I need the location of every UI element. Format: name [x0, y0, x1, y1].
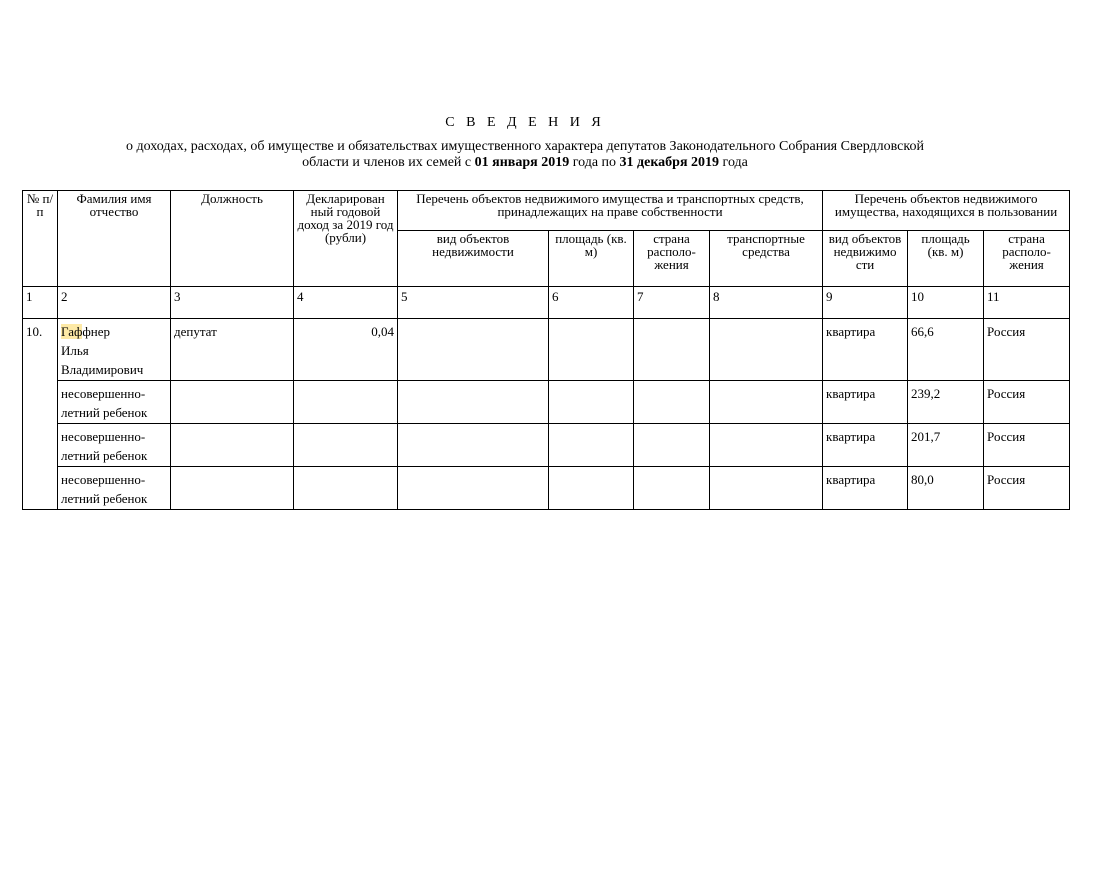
- use-country-cell: Россия: [984, 381, 1070, 424]
- use-country-cell: Россия: [984, 319, 1070, 381]
- name-line-1: несовершенно-: [61, 429, 146, 444]
- column-index-row: [23, 287, 1070, 319]
- subtitle-text-mid: года по: [569, 155, 620, 170]
- index-cell: 5: [398, 287, 549, 319]
- owned-country-cell: [634, 467, 710, 510]
- person-name: [58, 467, 171, 510]
- use-area-cell: 239,2: [908, 381, 984, 424]
- position-cell: [171, 381, 294, 424]
- table-row: [23, 424, 1070, 467]
- owned-type-cell: [398, 381, 549, 424]
- owned-transport-cell: [710, 381, 823, 424]
- col-header-use-group: Перечень объектов недвижимого имущества, находящихся в пользовании: [823, 191, 1070, 231]
- col-header-num: № п/п: [23, 191, 58, 287]
- subtitle-line-2: [40, 155, 1010, 171]
- use-type-cell: квартира: [823, 381, 908, 424]
- income-cell: [294, 467, 398, 510]
- owned-country-cell: [634, 424, 710, 467]
- owned-country-cell: [634, 381, 710, 424]
- name-line-1: несовершенно-: [61, 472, 146, 487]
- name-line-3: Владимирович: [61, 362, 144, 377]
- owned-area-cell: [549, 424, 634, 467]
- table-row: [23, 319, 1070, 381]
- use-area-cell: 80,0: [908, 467, 984, 510]
- document-subtitle: [40, 139, 1010, 171]
- index-cell: 9: [823, 287, 908, 319]
- name-line-1: несовершенно-: [61, 386, 146, 401]
- index-cell: 6: [549, 287, 634, 319]
- highlighted-text: Гаф: [61, 324, 83, 339]
- index-cell: 8: [710, 287, 823, 319]
- position-cell: [171, 424, 294, 467]
- use-type-cell: квартира: [823, 424, 908, 467]
- owned-area-cell: [549, 319, 634, 381]
- col-header-owned-group: Перечень объектов недвижимого имущества и транспортных средств, принадлежащих на праве собственности: [398, 191, 823, 231]
- col-header-use-area: площадь (кв. м): [908, 231, 984, 287]
- owned-transport-cell: [710, 467, 823, 510]
- date-to: 31 декабря 2019: [619, 155, 720, 170]
- index-cell: 2: [58, 287, 171, 319]
- income-cell: [294, 381, 398, 424]
- col-header-owned-country: страна располо-жения: [634, 231, 710, 287]
- use-area-cell: 201,7: [908, 424, 984, 467]
- use-country-cell: Россия: [984, 424, 1070, 467]
- col-header-use-country: страна располо-жения: [984, 231, 1070, 287]
- use-type-cell: квартира: [823, 319, 908, 381]
- index-cell: 4: [294, 287, 398, 319]
- person-name: [58, 319, 171, 381]
- person-name: [58, 424, 171, 467]
- index-cell: 7: [634, 287, 710, 319]
- subtitle-text-post: года: [719, 155, 748, 170]
- owned-type-cell: [398, 424, 549, 467]
- col-header-use-type: вид объектов недвижимо сти: [823, 231, 908, 287]
- col-header-income: Декларирован ный годовой доход за 2019 год (рубли): [294, 191, 398, 287]
- owned-transport-cell: [710, 319, 823, 381]
- col-header-name: Фамилия имя отчество: [58, 191, 171, 287]
- position-cell: [171, 467, 294, 510]
- col-header-owned-type: вид объектов недвижимости: [398, 231, 549, 287]
- owned-area-cell: [549, 467, 634, 510]
- declaration-table: [22, 190, 1070, 510]
- use-area-cell: 66,6: [908, 319, 984, 381]
- owned-country-cell: [634, 319, 710, 381]
- col-header-position: Должность: [171, 191, 294, 287]
- col-header-owned-area: площадь (кв. м): [549, 231, 634, 287]
- use-country-cell: Россия: [984, 467, 1070, 510]
- subtitle-text-pre: области и членов их семей с: [302, 155, 475, 170]
- header-row-1: [23, 191, 1070, 231]
- index-cell: 11: [984, 287, 1070, 319]
- income-cell: 0,04: [294, 319, 398, 381]
- use-type-cell: квартира: [823, 467, 908, 510]
- owned-area-cell: [549, 381, 634, 424]
- index-cell: 10: [908, 287, 984, 319]
- owned-type-cell: [398, 467, 549, 510]
- owned-type-cell: [398, 319, 549, 381]
- index-cell: 1: [23, 287, 58, 319]
- table-row: [23, 467, 1070, 510]
- position-cell: депутат: [171, 319, 294, 381]
- name-line-2: летний ребенок: [61, 448, 148, 463]
- table-row: [23, 381, 1070, 424]
- owned-transport-cell: [710, 424, 823, 467]
- document-title: С В Е Д Е Н И Я: [445, 115, 605, 130]
- name-line-2: летний ребенок: [61, 491, 148, 506]
- name-rest: фнер: [82, 324, 110, 339]
- date-from: 01 января 2019: [474, 155, 570, 170]
- person-name: [58, 381, 171, 424]
- name-line-2: Илья: [61, 343, 89, 358]
- row-number: 10.: [23, 319, 58, 510]
- index-cell: 3: [171, 287, 294, 319]
- col-header-owned-transport: транспортные средства: [710, 231, 823, 287]
- subtitle-line-1: о доходах, расходах, об имуществе и обязательствах имущественного характера депутатов Законодательного Собрания Свердловской: [126, 139, 924, 154]
- name-line-2: летний ребенок: [61, 405, 148, 420]
- income-cell: [294, 424, 398, 467]
